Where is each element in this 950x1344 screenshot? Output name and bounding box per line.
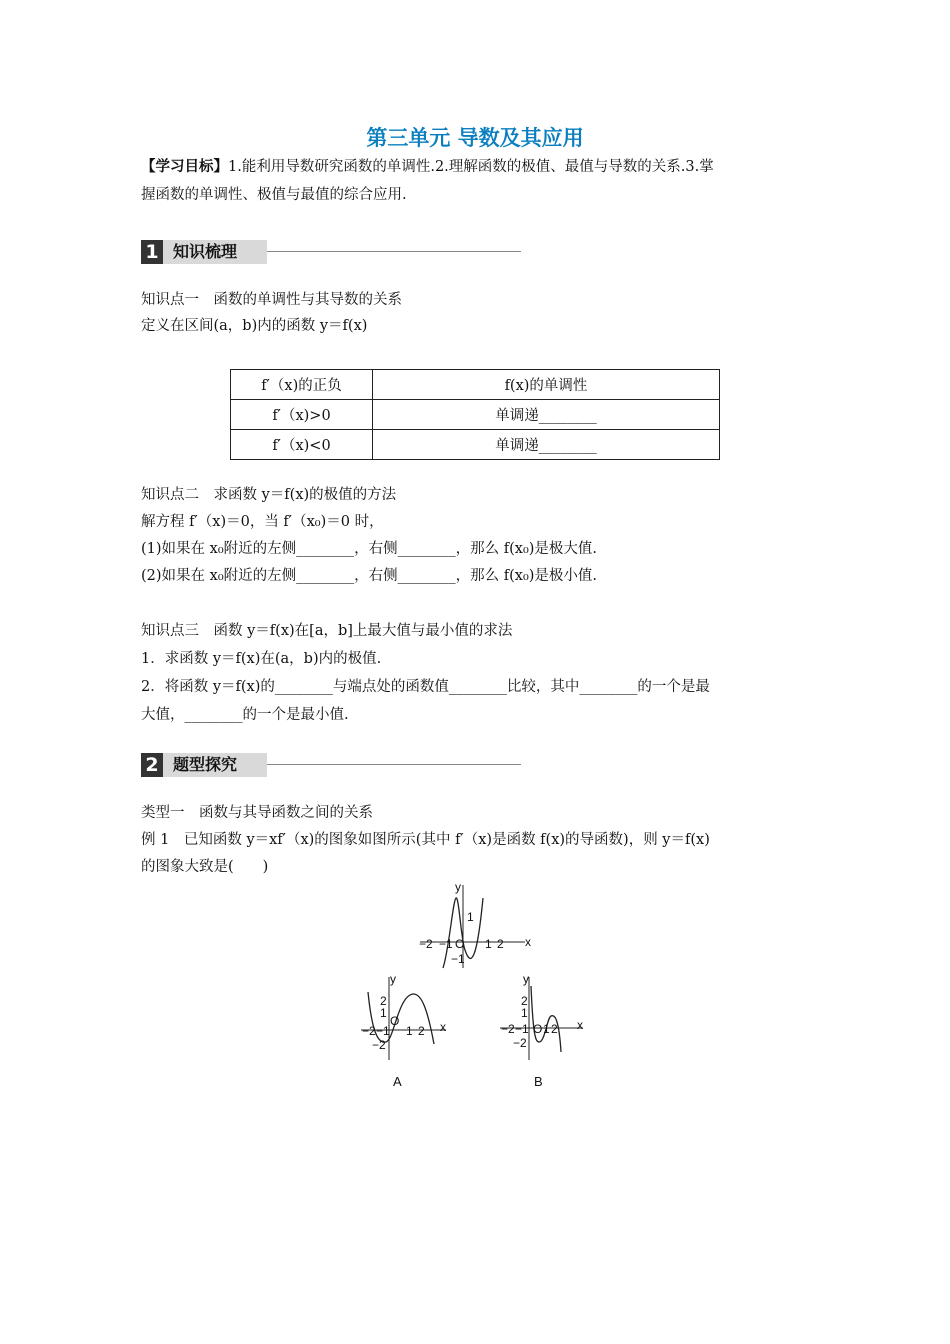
section-label: 知识梳理 xyxy=(163,240,267,264)
y-label: y xyxy=(455,880,461,894)
section-rule xyxy=(267,251,521,252)
learning-goals-line1 xyxy=(141,154,813,180)
option-a-graph xyxy=(358,972,458,1090)
page-title: 第三单元 导数及其应用 xyxy=(366,126,584,150)
tick-label: O xyxy=(455,937,465,951)
table-row xyxy=(231,370,720,400)
tick-label: −2 xyxy=(501,1022,515,1036)
learning-goals-label: 【学习目标】 xyxy=(141,158,228,175)
x-label: x xyxy=(440,1020,446,1034)
tick-label: O xyxy=(390,1014,400,1028)
table-cell: f′（x)>0 xyxy=(231,400,373,430)
option-b-graph xyxy=(497,972,597,1090)
section-number: 2 xyxy=(141,753,163,777)
tick-label: −2 xyxy=(362,1024,376,1038)
example1-line2: 的图象大致是( ) xyxy=(141,859,269,875)
kp3-line1: 1．求函数 y＝f(x)在(a，b)内的极值. xyxy=(141,651,382,667)
tick-label: −1 xyxy=(439,937,453,951)
kp1-heading: 知识点一 函数的单调性与其导数的关系 xyxy=(141,292,402,308)
y-label: y xyxy=(390,972,396,986)
kp3-line2: 2．将函数 y＝f(x)的________与端点处的函数值________比较，其中________的一个是最 xyxy=(141,679,710,695)
example1-line1: 例 1 已知函数 y＝xf′（x)的图象如图所示(其中 f′（x)是函数 f(x)的导函数)，则 y＝f(x) xyxy=(141,832,710,848)
learning-goals-text1: 1.能利用导数研究函数的单调性.2.理解函数的极值、最值与导数的关系.3.掌 xyxy=(228,159,714,175)
tick-label: −1 xyxy=(376,1024,390,1038)
x-label: x xyxy=(525,935,531,949)
option-b-caption[interactable]: B xyxy=(534,1074,543,1089)
tick-label: 1 xyxy=(406,1024,413,1038)
tick-label: −1 xyxy=(515,1022,529,1036)
option-b-svg xyxy=(497,972,597,1062)
kp1-intro: 定义在区间(a，b)内的函数 y＝f(x) xyxy=(141,318,368,334)
kp2-heading: 知识点二 求函数 y＝f(x)的极值的方法 xyxy=(141,487,397,503)
tick-label: 1 xyxy=(485,937,492,951)
tick-label: −1 xyxy=(451,952,465,966)
kp2-line3: (2)如果在 x₀附近的左侧________，右侧________，那么 f(x₀)是极小值. xyxy=(141,568,598,584)
type1-heading: 类型一 函数与其导函数之间的关系 xyxy=(141,805,373,821)
table-cell: 单调递________ xyxy=(373,400,720,430)
table-cell: 单调递________ xyxy=(373,430,720,460)
table-header-cell: f(x)的单调性 xyxy=(373,370,720,400)
tick-label: 1 xyxy=(467,910,474,924)
main-graph-svg xyxy=(415,880,535,970)
kp2-line1: 解方程 f′（x)＝0，当 f′（x₀)＝0 时， xyxy=(141,514,384,530)
tick-label: O xyxy=(533,1022,543,1036)
tick-label: 2 xyxy=(521,994,528,1008)
tick-label: 2 xyxy=(380,994,387,1008)
section-label: 题型探究 xyxy=(163,753,267,777)
main-graph xyxy=(415,880,535,970)
monotonicity-table xyxy=(230,369,720,460)
kp3-line3: 大值，________的一个是最小值. xyxy=(141,707,349,723)
table-row xyxy=(231,430,720,460)
y-label: y xyxy=(523,972,529,986)
tick-label: 1 xyxy=(543,1022,550,1036)
tick-label: 1 xyxy=(521,1006,528,1020)
section-rule xyxy=(267,764,521,765)
option-a-caption[interactable]: A xyxy=(393,1074,402,1089)
tick-label: 2 xyxy=(551,1022,558,1036)
section-number: 1 xyxy=(141,240,163,264)
x-label: x xyxy=(577,1018,583,1032)
learning-goals-line2: 握函数的单调性、极值与最值的综合应用. xyxy=(141,187,407,203)
kp2-line2: (1)如果在 x₀附近的左侧________，右侧________，那么 f(x₀)是极大值. xyxy=(141,541,598,557)
tick-label: −2 xyxy=(513,1036,527,1050)
tick-label: 1 xyxy=(380,1006,387,1020)
kp3-heading: 知识点三 函数 y＝f(x)在[a，b]上最大值与最小值的求法 xyxy=(141,623,513,639)
table-cell: f′（x)<0 xyxy=(231,430,373,460)
curve xyxy=(531,986,561,1052)
tick-label: −2 xyxy=(372,1038,386,1052)
tick-label: −2 xyxy=(419,937,433,951)
tick-label: 2 xyxy=(497,937,504,951)
table-row xyxy=(231,400,720,430)
tick-label: 2 xyxy=(418,1024,425,1038)
table-header-cell: f′（x)的正负 xyxy=(231,370,373,400)
